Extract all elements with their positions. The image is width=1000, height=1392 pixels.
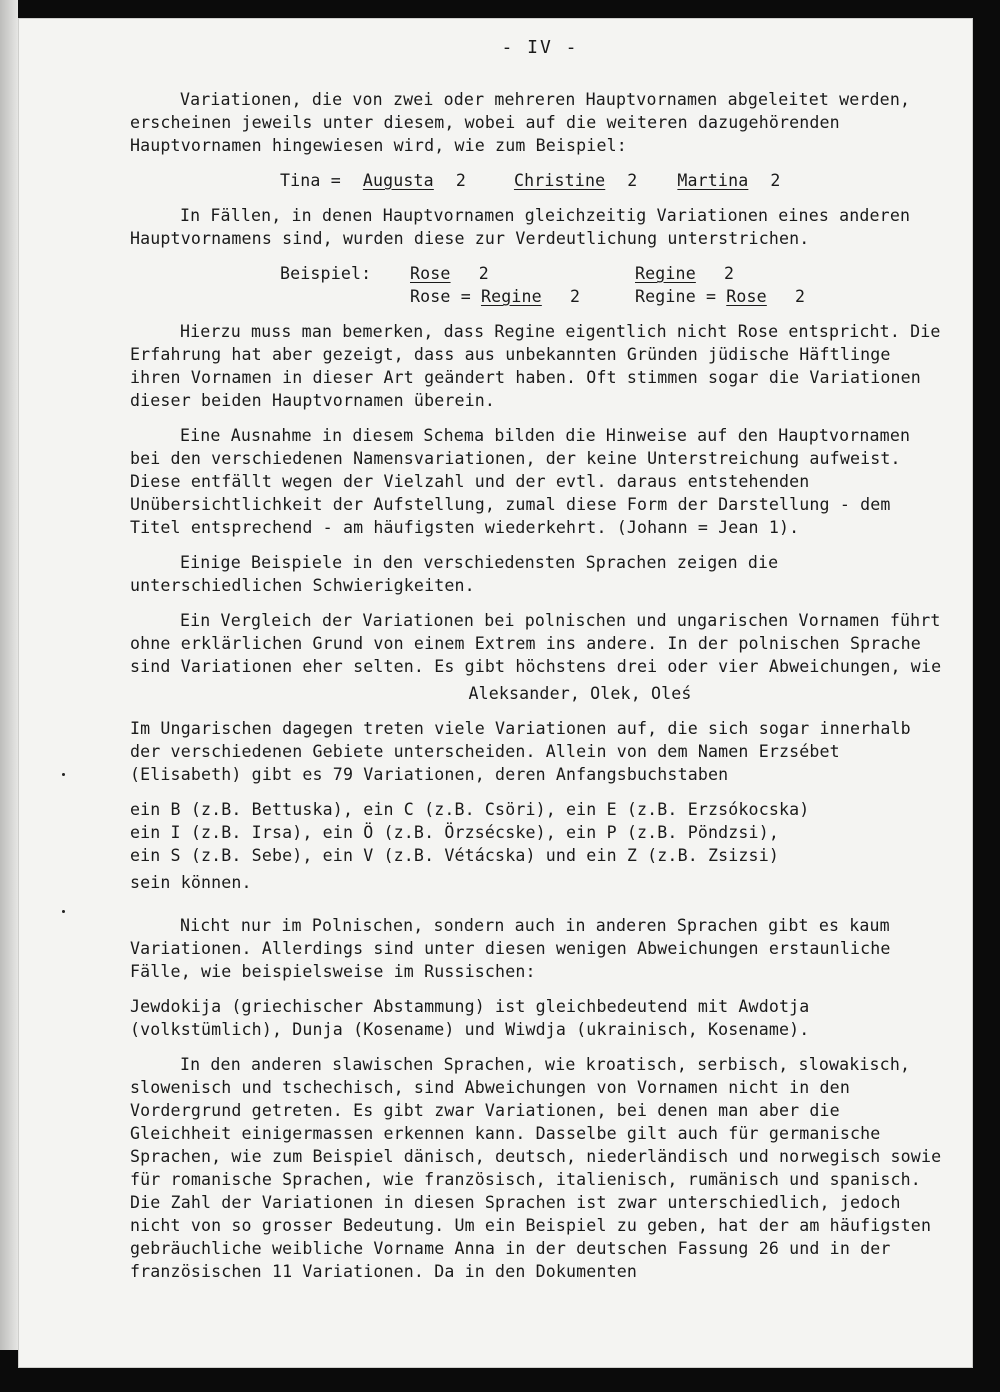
- book-spine: [0, 0, 18, 1350]
- paragraph-4: Eine Ausnahme in diesem Schema bilden die Hinweise auf den Hauptvornamen bei den verschiedenen Namensvariationen, der keine Unterstreichung aufweist. Diese entfällt wegen der Vielzahl und der evtl. daraus entstehenden Unübersichtlichkeit der Aufstellung, zumal diese Form der Darstellung - dem Titel entsprechend - am häufigsten wiederkehrt. (Johann = Jean 1).: [130, 426, 911, 537]
- page-number: - IV -: [501, 37, 579, 58]
- example-lead: Tina =: [280, 171, 341, 190]
- example-label: Beispiel:: [280, 264, 372, 283]
- example-rose: Rose: [410, 264, 451, 283]
- example-count: 2: [794, 287, 806, 306]
- speck: [62, 910, 65, 913]
- example-cell: [635, 285, 875, 308]
- example-name-christine: Christine: [513, 171, 606, 190]
- paragraph-10: Nicht nur im Polnischen, sondern auch in anderen Sprachen gibt es kaum Variationen. Allerdings sind unter diesen wenigen Abweichungen erstaunliche Fälle, wie beispielsweise im Russischen:: [130, 916, 891, 981]
- paragraph-7: Im Ungarischen dagegen treten viele Variationen auf, die sich sogar innerhalb der verschiedenen Gebiete unterscheiden. Allein von dem Namen Erzsébet (Elisabeth) gibt es 79 Variationen, deren Anfangsbuchstaben: [130, 719, 911, 784]
- example-cell: [410, 285, 635, 308]
- example-rose: Rose: [726, 287, 767, 306]
- example-count: 2: [455, 171, 466, 190]
- example-count: 2: [627, 171, 638, 190]
- letter-examples: [130, 798, 950, 867]
- letter-example-line: ein S (z.B. Sebe), ein V (z.B. Vétácska) und ein Z (z.B. Zsizsi): [130, 846, 779, 865]
- letter-example-line: ein I (z.B. Irsa), ein Ö (z.B. Örzsécske), ein P (z.B. Pöndzsi),: [130, 823, 779, 842]
- example-name-martina: Martina: [677, 171, 749, 190]
- paragraph-1: Variationen, die von zwei oder mehreren Hauptvornamen abgeleitet werden, erscheinen jeweils unter diesem, wobei auf die weiteren dazugehörenden Hauptvornamen hingewiesen wird, wie zum Beispiel:: [130, 90, 911, 155]
- example-cell: [635, 262, 875, 285]
- example-tina: [130, 169, 950, 192]
- letter-example-line: ein B (z.B. Bettuska), ein C (z.B. Csöri), ein E (z.B. Erzsókocska): [130, 800, 810, 819]
- example-count: 2: [723, 264, 735, 283]
- paragraph-5: Einige Beispiele in den verschiedensten Sprachen zeigen die unterschiedlichen Schwierigkeiten.: [130, 553, 779, 595]
- polish-example: Aleksander, Olek, Oleś: [468, 684, 692, 703]
- example-pre: Rose =: [410, 287, 471, 306]
- example-rose-regine: [130, 262, 950, 308]
- example-count: 2: [770, 171, 781, 190]
- example-cell: [410, 262, 635, 285]
- speck: [62, 773, 65, 776]
- page-content: [130, 38, 950, 1295]
- example-regine: Regine: [635, 264, 696, 283]
- paragraph-2: In Fällen, in denen Hauptvornamen gleichzeitig Variationen eines anderen Hauptvornamens sind, wurden diese zur Verdeutlichung unterstrichen.: [130, 206, 911, 248]
- paragraph-6: Ein Vergleich der Variationen bei polnischen und ungarischen Vornamen führt ohne erklärlichen Grund von einem Extrem ins andere. In der polnischen Sprache sind Variationen eher selten. Es gibt höchstens drei oder vier Abweichungen, wie: [130, 611, 942, 676]
- example-pre: Regine =: [635, 287, 717, 306]
- example-spacer: [280, 285, 410, 308]
- example-count: 2: [478, 264, 489, 283]
- paragraph-11: Jewdokija (griechischer Abstammung) ist gleichbedeutend mit Awdotja (volkstümlich), Dunja (Kosename) und Wiwdja (ukrainisch, Kosename).: [130, 997, 810, 1039]
- paragraph-12: In den anderen slawischen Sprachen, wie kroatisch, serbisch, slowakisch, slowenisch und tschechisch, sind Abweichungen von Vornamen nicht in den Vordergrund getreten. Es gibt zwar Variationen, bei denen man aber die Gleichheit einigermassen erkennen kann. Dasselbe gilt auch für germanische Sprachen, wie zum Beispiel dänisch, deutsch, niederländisch und norwegisch sowie für romanische Sprachen, wie französisch, italienisch, rumänisch und spanisch. Die Zahl der Variationen in diesen Sprachen ist zwar unterschiedlich, jedoch nicht von so grosser Bedeutung. Um ein Beispiel zu geben, hat der am häufigsten gebräuchliche weibliche Vorname Anna in der deutschen Fassung 26 und in der französischen 11 Variationen. Da in den Dokumenten: [130, 1055, 942, 1281]
- paragraph-3: Hierzu muss man bemerken, dass Regine eigentlich nicht Rose entspricht. Die Erfahrung hat aber gezeigt, dass aus unbekannten Gründen jüdische Häftlinge ihren Vornamen in dieser Art geändert haben. Oft stimmen sogar die Variationen dieser beiden Hauptvornamen überein.: [130, 322, 941, 410]
- example-name-augusta: Augusta: [362, 171, 434, 190]
- document-page: [18, 18, 973, 1368]
- example-count: 2: [569, 287, 581, 306]
- paragraph-9: sein können.: [130, 873, 252, 892]
- example-regine: Regine: [480, 287, 542, 306]
